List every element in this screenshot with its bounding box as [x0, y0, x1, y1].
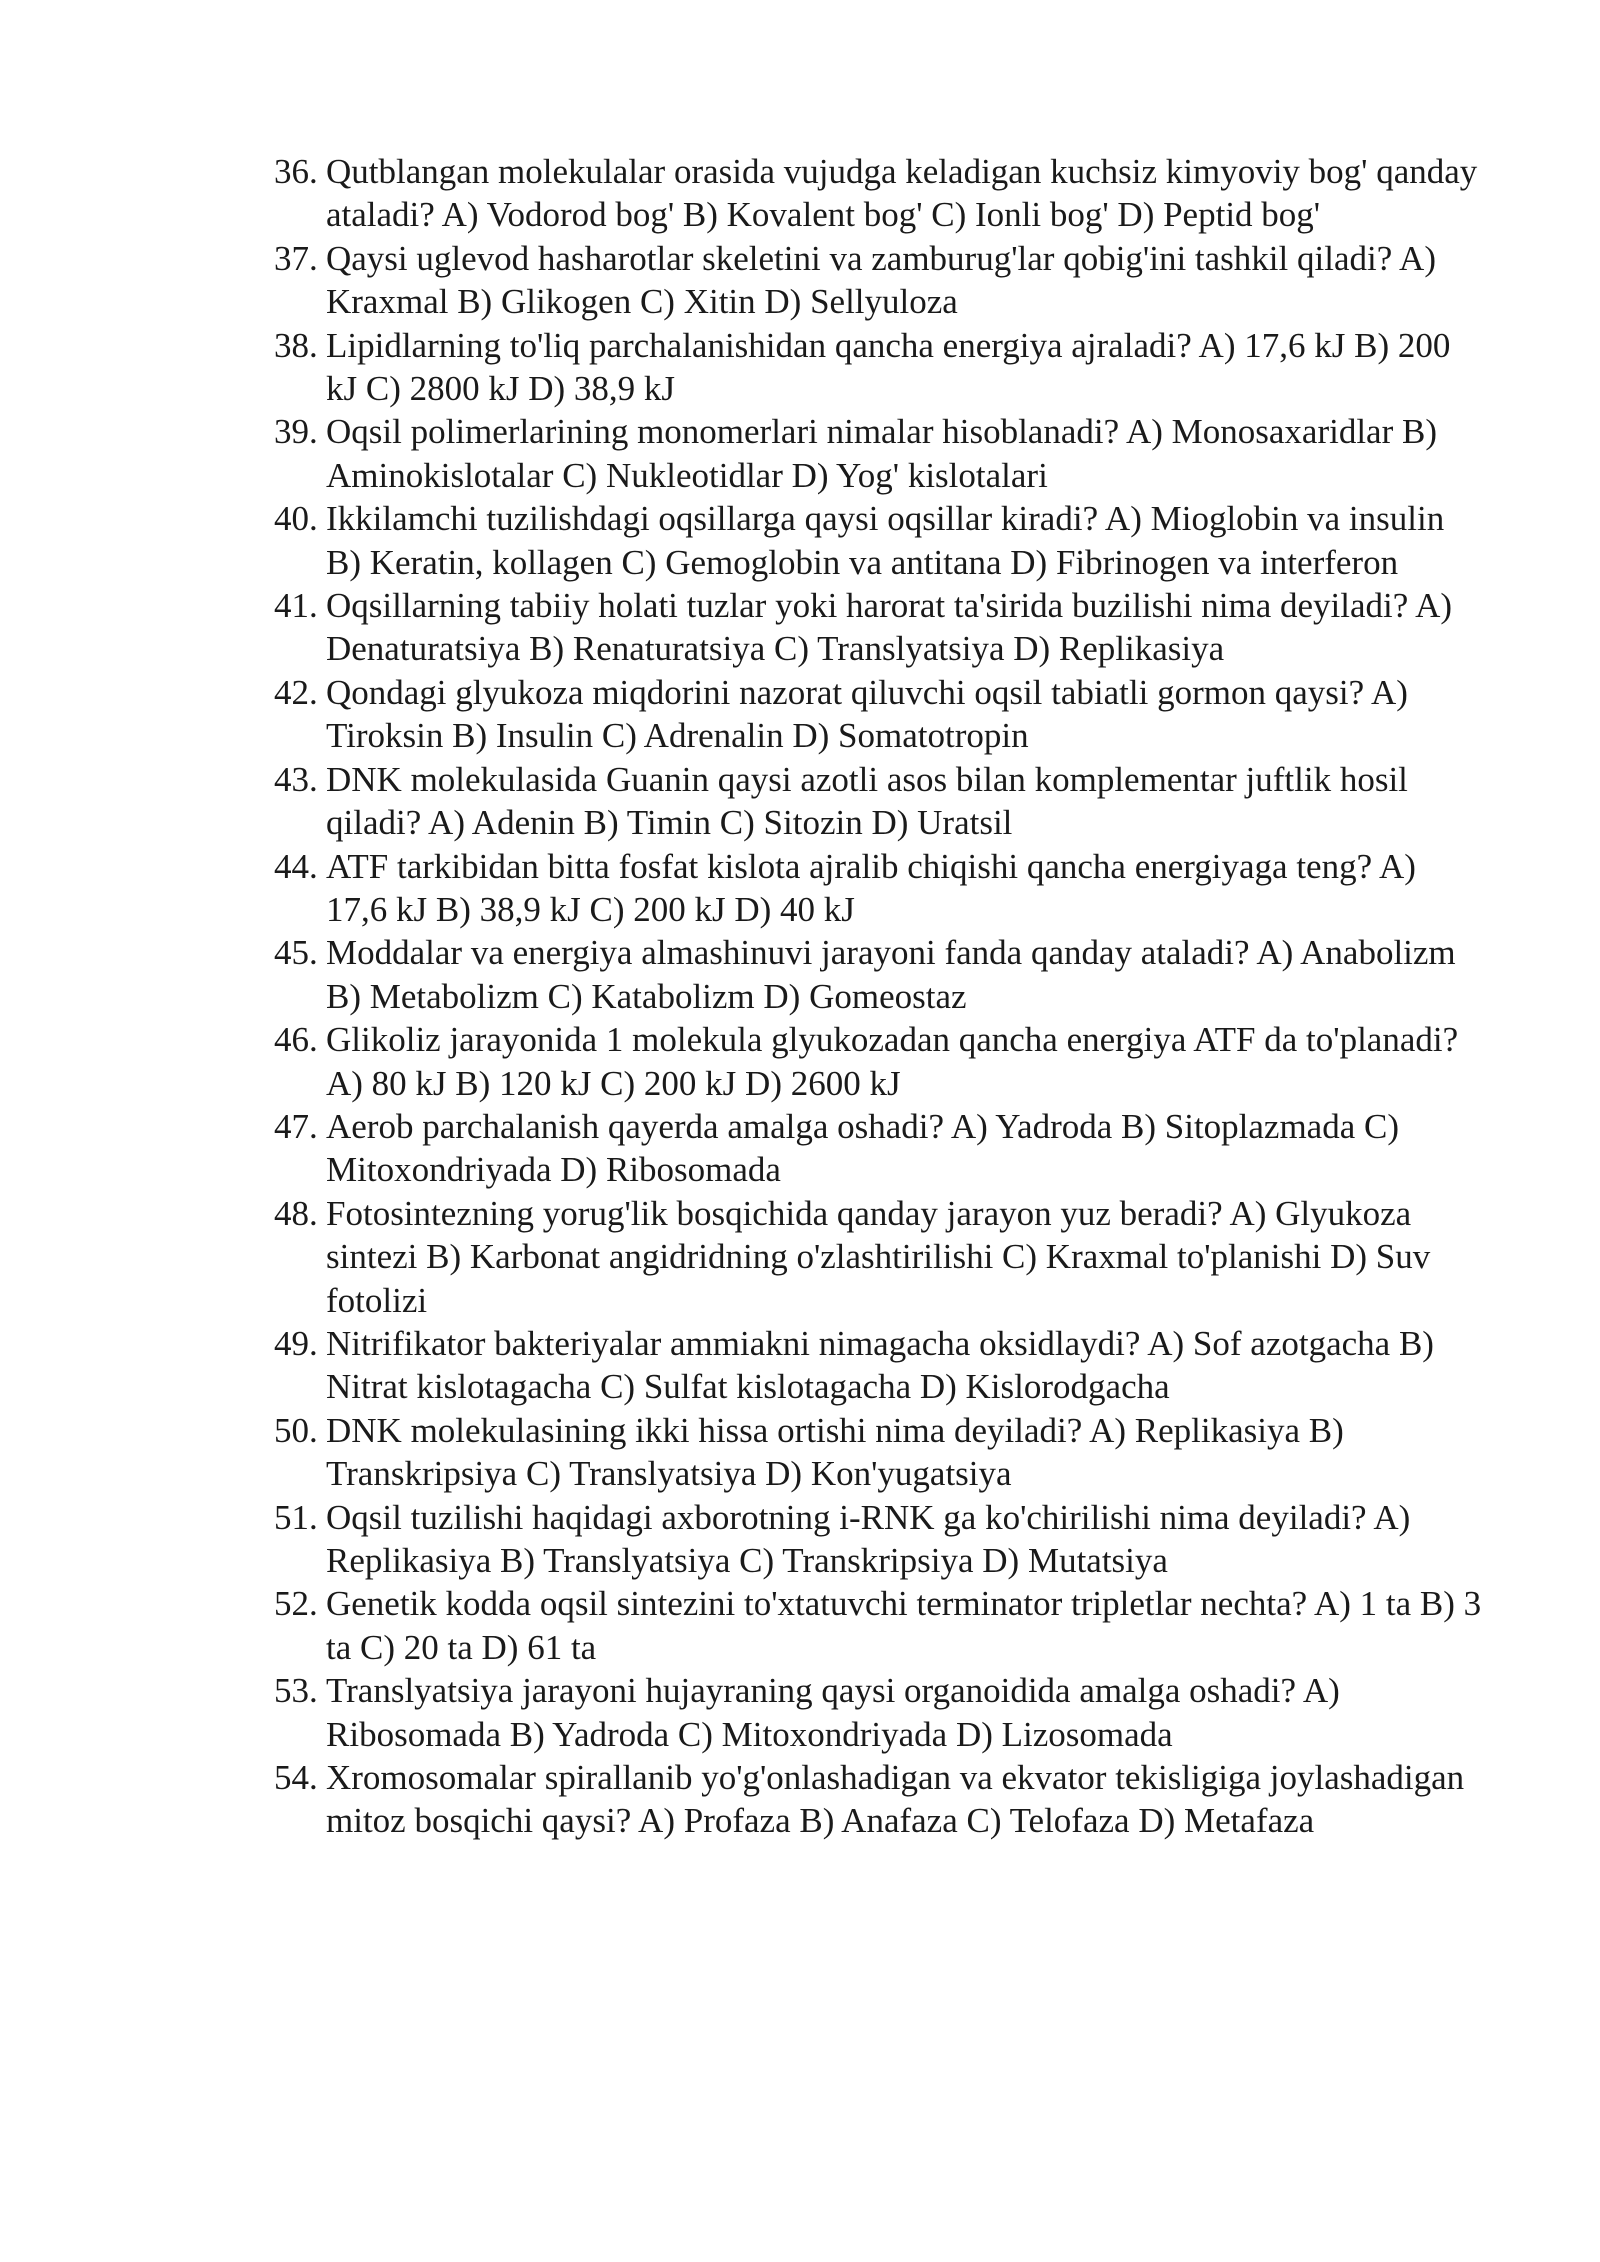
question-text: Xromosomalar spirallanib yo'g'onlashadigan va ekvator tekisligiga joylashadigan mitoz bosqichi qaysi? A) Profaza B) Anafaza C) Telofaza D) Metafaza [326, 1758, 1465, 1841]
question-item [274, 324, 1484, 411]
question-text: Nitrifikator bakteriyalar ammiakni nimagacha oksidlaydi? A) Sof azotgacha B) Nitrat kislotagacha C) Sulfat kislotagacha D) Kislorodgacha [326, 1323, 1434, 1407]
question-item [274, 1582, 1484, 1669]
question-number: 53. [274, 1671, 318, 1711]
question-number: 44. [274, 846, 318, 886]
question-text: Ikkilamchi tuzilishdagi oqsillarga qaysi oqsillar kiradi? A) Mioglobin va insulin B) Keratin, kollagen C) Gemoglobin va antitana D) Fibrinogen va interferon [326, 499, 1445, 582]
question-text: Oqsil polimerlarining monomerlari nimalar hisoblanadi? A) Monosaxaridlar B) Aminokislotalar C) Nukleotidlar D) Yog' kislotalari [326, 412, 1437, 495]
question-text: Genetik kodda oqsil sintezini to'xtatuvchi terminator tripletlar nechta? A) 1 ta B) 3 ta C) 20 ta D) 61 ta [326, 1584, 1482, 1667]
question-item [274, 1018, 1484, 1105]
question-number: 51. [274, 1497, 318, 1537]
question-text: Qutblangan molekulalar orasida vujudga keladigan kuchsiz kimyoviy bog' qanday ataladi? A) Vodorod bog' B) Kovalent bog' C) Ionli bog' D) Peptid bog' [326, 152, 1478, 235]
question-number: 38. [274, 325, 318, 365]
question-text: Qaysi uglevod hasharotlar skeletini va zamburug'lar qobig'ini tashkil qiladi? A) Kraxmal B) Glikogen C) Xitin D) Sellyuloza [326, 238, 1436, 322]
question-number: 40. [274, 499, 318, 539]
question-item [274, 845, 1484, 932]
question-item [274, 237, 1484, 324]
question-item [274, 931, 1484, 1018]
question-item [274, 1322, 1484, 1409]
question-text: Qondagi glyukoza miqdorini nazorat qiluvchi oqsil tabiatli gormon qaysi? A) Tiroksin B) Insulin C) Adrenalin D) Somatotropin [326, 672, 1408, 756]
question-item [274, 497, 1484, 584]
question-number: 54. [274, 1758, 318, 1798]
question-text: Moddalar va energiya almashinuvi jarayoni fanda qanday ataladi? A) Anabolizm B) Metabolizm C) Katabolizm D) Gomeostaz [326, 933, 1456, 1016]
question-number: 39. [274, 412, 318, 452]
question-list [274, 150, 1484, 1843]
question-number: 45. [274, 933, 318, 973]
question-item [274, 671, 1484, 758]
question-text: Aerob parchalanish qayerda amalga oshadi? A) Yadroda B) Sitoplazmada C) Mitoxondriyada D) Ribosomada [326, 1106, 1400, 1190]
question-number: 52. [274, 1584, 318, 1624]
question-text: Glikoliz jarayonida 1 molekula glyukozadan qancha energiya ATF da to'planadi? A) 80 kJ B) 120 kJ C) 200 kJ D) 2600 kJ [326, 1020, 1459, 1103]
question-item [274, 1669, 1484, 1756]
question-text: DNK molekulasining ikki hissa ortishi nima deyiladi? A) Replikasiya B) Transkripsiya C) Translyatsiya D) Kon'yugatsiya [326, 1410, 1344, 1494]
question-item [274, 1409, 1484, 1496]
question-text: ATF tarkibidan bitta fosfat kislota ajralib chiqishi qancha energiyaga teng? A) 17,6 kJ B) 38,9 kJ C) 200 kJ D) 40 kJ [326, 846, 1416, 929]
question-text: Fotosintezning yorug'lik bosqichida qanday jarayon yuz beradi? A) Glyukoza sintezi B) Karbonat angidridning o'zlashtirilishi C) Kraxmal to'planishi D) Suv fotolizi [326, 1193, 1431, 1320]
question-text: Lipidlarning to'liq parchalanishidan qancha energiya ajraladi? A) 17,6 kJ B) 200 kJ C) 2800 kJ D) 38,9 kJ [326, 325, 1451, 409]
question-text: Translyatsiya jarayoni hujayraning qaysi organoidida amalga oshadi? A) Ribosomada B) Yadroda C) Mitoxondriyada D) Lizosomada [326, 1671, 1340, 1754]
question-text: Oqsil tuzilishi haqidagi axborotning i-RNK ga ko'chirilishi nima deyiladi? A) Replikasiya B) Translyatsiya C) Transkripsiya D) Mutatsiya [326, 1497, 1411, 1580]
question-number: 43. [274, 759, 318, 799]
question-item [274, 150, 1484, 237]
question-text: Oqsillarning tabiiy holati tuzlar yoki harorat ta'sirida buzilishi nima deyiladi? A) Denaturatsiya B) Renaturatsiya C) Translyatsiya D) Replikasiya [326, 586, 1453, 669]
question-item [274, 410, 1484, 497]
question-item [274, 1105, 1484, 1192]
question-item [274, 758, 1484, 845]
question-number: 48. [274, 1193, 318, 1233]
question-number: 49. [274, 1323, 318, 1363]
question-number: 50. [274, 1410, 318, 1450]
question-item [274, 1496, 1484, 1583]
question-number: 36. [274, 152, 318, 191]
question-number: 41. [274, 586, 318, 626]
question-number: 46. [274, 1020, 318, 1060]
question-item [274, 1192, 1484, 1322]
question-item [274, 1756, 1484, 1843]
question-item [274, 584, 1484, 671]
question-number: 47. [274, 1106, 318, 1146]
question-number: 37. [274, 238, 318, 278]
question-text: DNK molekulasida Guanin qaysi azotli asos bilan komplementar juftlik hosil qiladi? A) Adenin B) Timin C) Sitozin D) Uratsil [326, 759, 1408, 843]
question-number: 42. [274, 672, 318, 712]
